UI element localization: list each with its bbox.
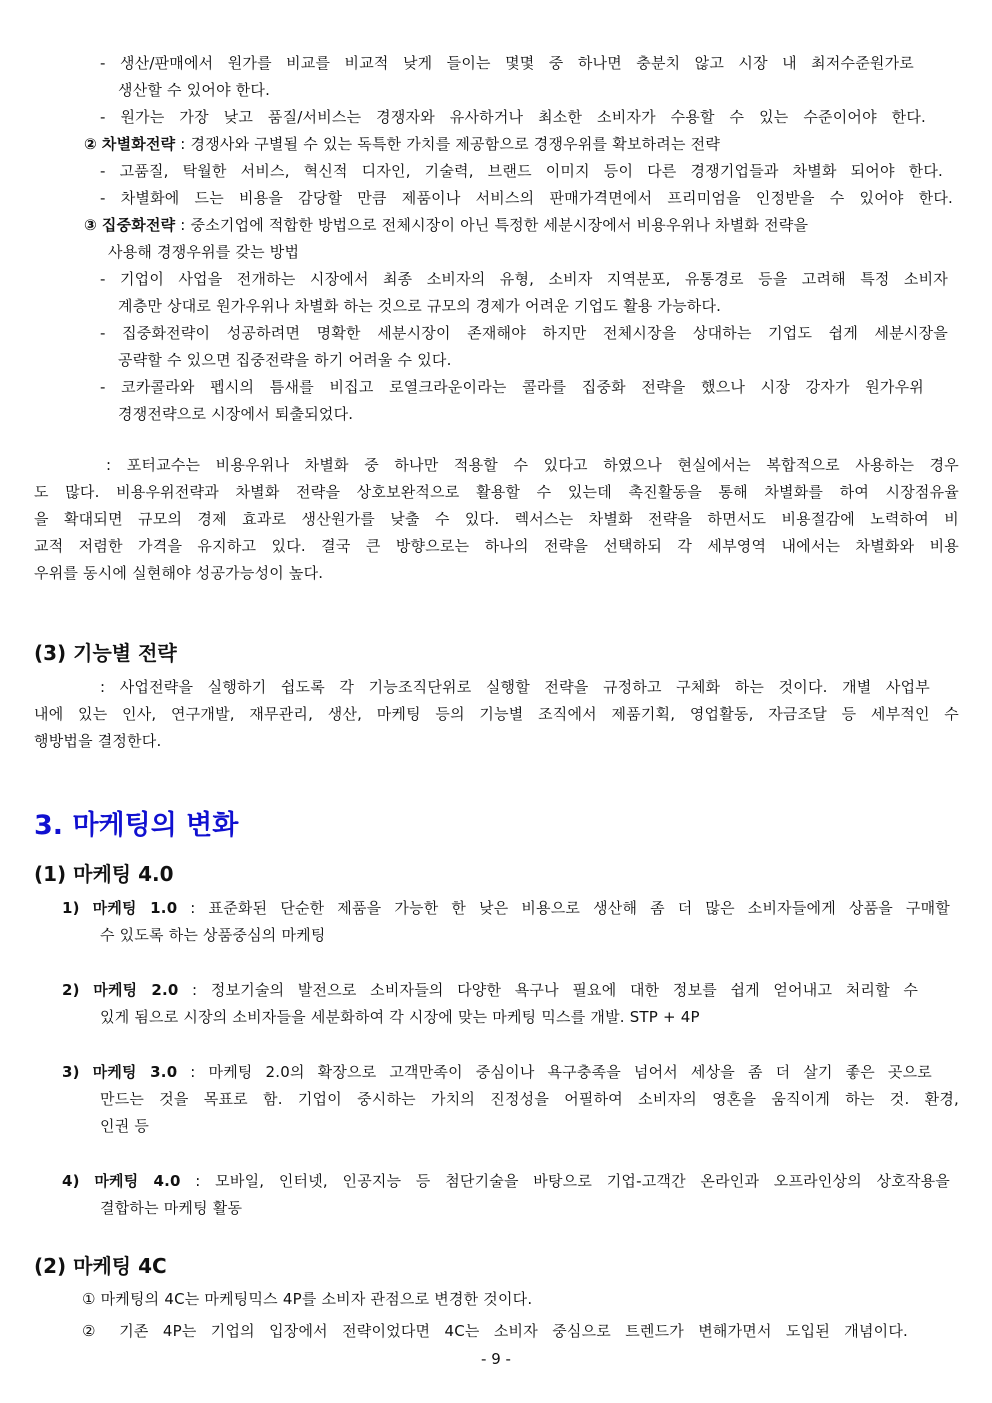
functional-paragraph-line-3: 행방법을 결정한다. [34, 732, 162, 750]
marketing-1-0-definition: : 표준화된 단순한 제품을 가능한 한 낮은 비용으로 생산해 좀 더 많은 소비자들에게 상품을 구매할 [177, 899, 950, 917]
diff-definition: : 경쟁사와 구별될 수 있는 독특한 가치를 제공함으로 경쟁우위를 확보하려는 전략 [175, 135, 721, 153]
focus-marker: ③ [84, 216, 97, 234]
cost-bullet-1-line-1: - 생산/판매에서 원가를 비교를 비교적 낮게 들이는 몇몇 중 하나면 충분치 않고 시장 내 최저수준원가로 [100, 54, 914, 72]
marketing-4c-heading: (2) 마케팅 4C [34, 1254, 167, 1278]
marketing-1-0-line-2: 수 있도록 하는 상품중심의 마케팅 [100, 926, 326, 944]
marketing-1-0-term: 마케팅 1.0 [92, 899, 178, 917]
marketing-3-0-line-2: 만드는 것을 목표로 함. 기업이 중시하는 가치의 진정성을 어필하여 소비자의 영혼을 움직이게 하는 것. 환경, [100, 1090, 959, 1108]
page-number: - 9 - [481, 1350, 511, 1368]
marketing-2-0-line-1 [62, 977, 918, 1004]
marketing-4-0-line-1 [62, 1168, 950, 1195]
marketing-4-0-number: 4) [62, 1172, 80, 1190]
cost-bullet-1-line-2: 생산할 수 있어야 한다. [118, 81, 271, 99]
porter-paragraph-line-1: : 포터교수는 비용우위나 차별화 중 하나만 적용할 수 있다고 하였으나 현실에서는 복합적으로 사용하는 경우 [106, 456, 959, 474]
focus-bullet-1-line-2: 계층만 상대로 원가우위나 차별화 하는 것으로 규모의 경제가 어려운 기업도 활용 가능하다. [118, 297, 722, 315]
diff-bullet-2: - 차별화에 드는 비용을 감당할 만큼 제품이나 서비스의 판매가격면에서 프리미엄을 인정받을 수 있어야 한다. [100, 189, 953, 207]
marketing-3-0-line-1 [62, 1059, 932, 1086]
focus-bullet-2-line-1: - 집중화전략이 성공하려면 명확한 세분시장이 존재해야 하지만 전체시장을 상대하는 기업도 쉽게 세분시장을 [100, 324, 948, 342]
focus-bullet-1-line-1: - 기업이 사업을 전개하는 시장에서 최종 소비자의 유형, 소비자 지역분포, 유통경로 등을 고려해 특정 소비자 [100, 270, 948, 288]
functional-paragraph-line-1: : 사업전략을 실행하기 쉽도록 각 기능조직단위로 실행할 전략을 규정하고 구체화 하는 것이다. 개별 사업부 [100, 678, 930, 696]
diff-term: 차별화전략 [101, 135, 176, 153]
porter-paragraph-line-4: 교적 저렴한 가격을 유지하고 있다. 결국 큰 방향으로는 하나의 전략을 선택하되 각 세부영역 내에서는 차별화와 비용 [34, 537, 959, 555]
cost-bullet-2: - 원가는 가장 낮고 품질/서비스는 경쟁자와 유사하거나 최소한 소비자가 수용할 수 있는 수준이어야 한다. [100, 108, 926, 126]
diff-heading [84, 131, 720, 158]
marketing-3-0-term: 마케팅 3.0 [92, 1063, 178, 1081]
marketing-3-0-number: 3) [62, 1063, 80, 1081]
marketing-4-0-line-2: 결합하는 마케팅 활동 [100, 1199, 243, 1217]
marketing-4c-item-1: ① 마케팅의 4C는 마케팅믹스 4P를 소비자 관점으로 변경한 것이다. [82, 1290, 533, 1308]
marketing-1-0-number: 1) [62, 899, 80, 917]
focus-bullet-3-line-1: - 코카콜라와 펩시의 틈새를 비집고 로열크라운이라는 콜라를 집중화 전략을 했으나 시장 강자가 원가우위 [100, 378, 924, 396]
marketing-4-0-definition: : 모바일, 인터넷, 인공지능 등 첨단기술을 바탕으로 기업-고객간 온라인과 오프라인상의 상호작용을 [180, 1172, 950, 1190]
marketing-2-0-number: 2) [62, 981, 80, 999]
section-3-heading: 3. 마케팅의 변화 [34, 810, 239, 841]
marketing-3-0-definition: : 마케팅 2.0의 확장으로 고객만족이 중심이나 욕구충족을 넘어서 세상을 좀 더 살기 좋은 곳으로 [177, 1063, 933, 1081]
marketing-2-0-term: 마케팅 2.0 [93, 981, 179, 999]
focus-heading [84, 212, 940, 239]
focus-bullet-2-line-2: 공략할 수 있으면 집중전략을 하기 어려울 수 있다. [118, 351, 452, 369]
porter-paragraph-line-3: 을 확대되면 규모의 경제 효과로 생산원가를 낮출 수 있다. 렉서스는 차별화 전략을 하면서도 비용절감에 노력하여 비 [34, 510, 959, 528]
focus-bullet-3-line-2: 경쟁전략으로 시장에서 퇴출되었다. [118, 405, 354, 423]
marketing-2-0-line-2: 있게 됨으로 시장의 소비자들을 세분화하여 각 시장에 맞는 마케팅 믹스를 개발. STP + 4P [100, 1008, 700, 1026]
diff-bullet-1: - 고품질, 탁월한 서비스, 혁신적 디자인, 기술력, 브랜드 이미지 등이 다른 경쟁기업들과 차별화 되어야 한다. [100, 162, 943, 180]
functional-paragraph-line-2: 내에 있는 인사, 연구개발, 재무관리, 생산, 마케팅 등의 기능별 조직에서 제품기획, 영업활동, 자금조달 등 세부적인 수 [34, 705, 959, 723]
marketing-4-0-heading: (1) 마케팅 4.0 [34, 862, 174, 886]
diff-marker: ② [84, 135, 97, 153]
focus-term: 집중화전략 [101, 216, 176, 234]
marketing-2-0-definition: : 정보기술의 발전으로 소비자들의 다양한 욕구나 필요에 대한 정보를 쉽게 얻어내고 처리할 수 [178, 981, 919, 999]
focus-definition-line-1: : 중소기업에 적합한 방법으로 전체시장이 아닌 특정한 세분시장에서 비용우위나 차별화 전략을 [175, 216, 809, 234]
marketing-4-0-term: 마케팅 4.0 [94, 1172, 181, 1190]
porter-paragraph-line-5: 우위를 동시에 실현해야 성공가능성이 높다. [34, 564, 324, 582]
marketing-3-0-line-3: 인권 등 [100, 1117, 150, 1135]
functional-strategy-heading: (3) 기능별 전략 [34, 641, 177, 665]
marketing-1-0-line-1 [62, 895, 950, 922]
marketing-4c-item-2: ② 기존 4P는 기업의 입장에서 전략이었다면 4C는 소비자 중심으로 트렌드가 변해가면서 도입된 개념이다. [82, 1322, 908, 1340]
porter-paragraph-line-2: 도 많다. 비용우위전략과 차별화 전략을 상호보완적으로 활용할 수 있는데 촉진활동을 통해 차별화를 하여 시장점유율 [34, 483, 959, 501]
focus-definition-line-2: 사용해 경쟁우위를 갖는 방법 [108, 243, 300, 261]
